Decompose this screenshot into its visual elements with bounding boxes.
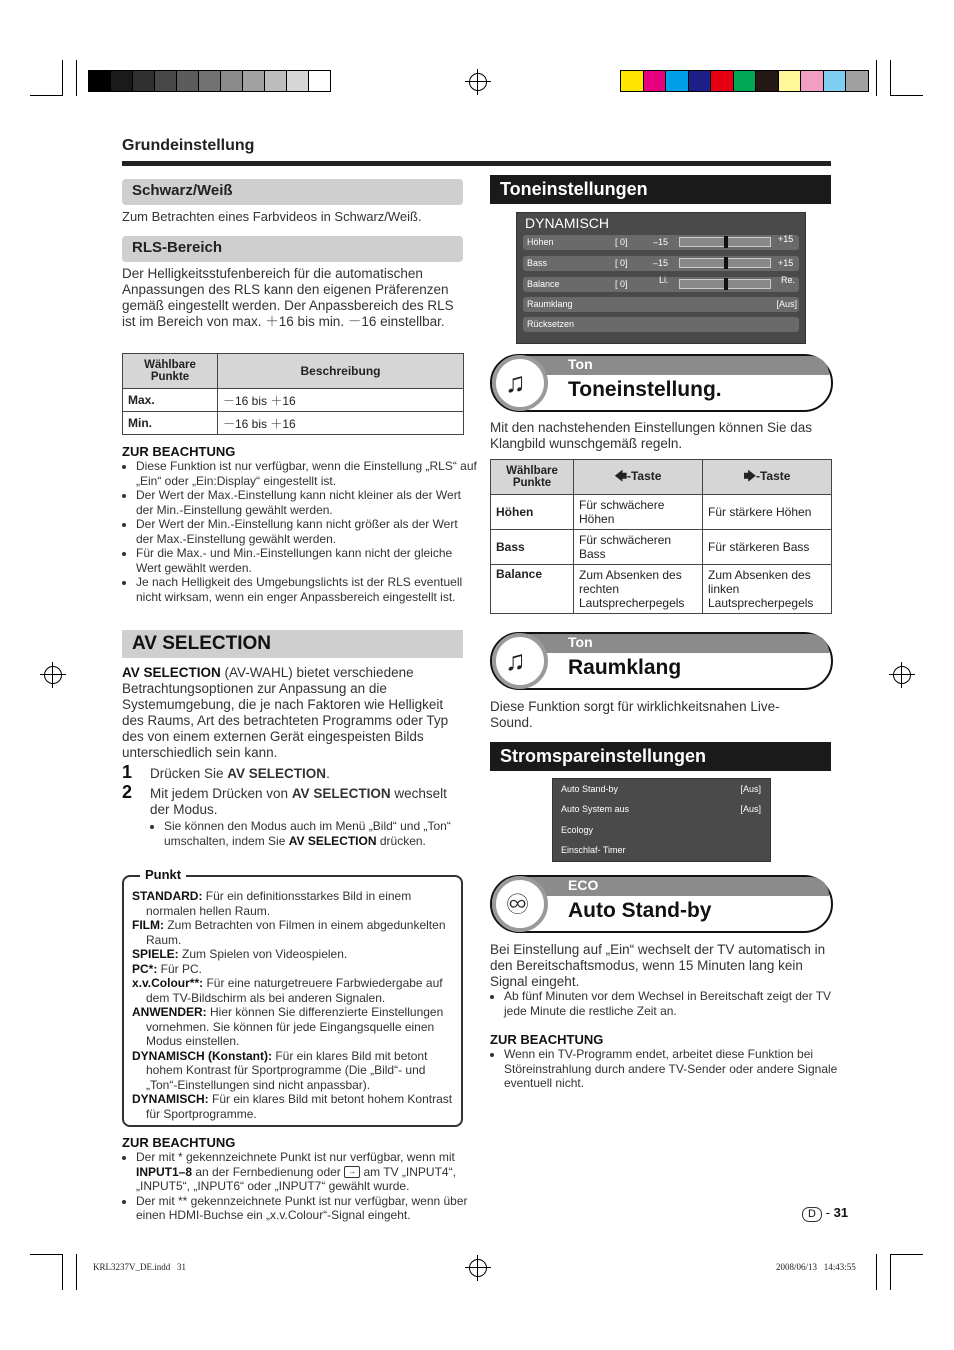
punkt-item bbox=[132, 1049, 457, 1093]
av-notes bbox=[122, 1150, 481, 1223]
crop-mark bbox=[62, 1254, 63, 1290]
color-swatch bbox=[710, 70, 734, 92]
osd-row-label: Rücksetzen bbox=[527, 319, 575, 329]
ton-table-header-left bbox=[574, 460, 703, 495]
rls-table bbox=[122, 353, 464, 435]
toneinstellungen-heading: Toneinstellungen bbox=[490, 175, 831, 204]
osd-row-min: –15 bbox=[653, 237, 669, 247]
punkt-item-key: PC*: bbox=[132, 961, 158, 976]
punkt-item-text: Zum Betrachten von Filmen in einem abgedunkelten Raum. bbox=[146, 918, 446, 947]
osd-row-max: +15 bbox=[778, 258, 794, 268]
step-1-post: . bbox=[326, 766, 330, 781]
rls-heading: RLS-Bereich bbox=[122, 236, 463, 262]
rls-table-header-points: Wählbare Punkte bbox=[123, 354, 218, 389]
ton-row-key: Bass bbox=[491, 530, 574, 565]
osd-slider bbox=[679, 279, 771, 289]
step-2-text bbox=[150, 786, 450, 818]
ton-row-right: Für stärkeren Bass bbox=[703, 530, 832, 565]
file-info: KRL3237V_DE.indd 31 bbox=[93, 1262, 186, 1272]
osd-row-reset bbox=[523, 317, 799, 332]
pill-category: ECO bbox=[568, 877, 599, 893]
header-rule bbox=[122, 161, 831, 166]
osd-eco-value: [Aus] bbox=[740, 784, 761, 794]
ton-table-header-right-text: -Taste bbox=[755, 468, 791, 483]
osd-row-min: Li. bbox=[659, 275, 669, 285]
crop-mark bbox=[890, 1254, 891, 1290]
crop-mark bbox=[890, 1254, 923, 1255]
ton-row-left: Für schwächeren Bass bbox=[574, 530, 703, 565]
ton-text: Mit den nachstehenden Einstellungen können Sie das Klangbild wunschgemäß regeln. bbox=[490, 420, 812, 451]
rls-note: • Der Wert der Max.-Einstellung kann nicht kleiner als der Wert der Min.-Einstellung gewählt werden. bbox=[136, 488, 477, 517]
registration-mark bbox=[893, 666, 911, 684]
osd-row-value: [Aus] bbox=[776, 299, 797, 309]
osd-slider bbox=[679, 237, 771, 247]
rls-row-max-value: －16 bis ＋16 bbox=[218, 389, 464, 412]
color-swatch bbox=[643, 70, 667, 92]
pill-title: Toneinstellung. bbox=[568, 378, 722, 401]
osd-eco-row bbox=[561, 784, 761, 794]
punkt-item-text: Zum Spielen von Videospielen. bbox=[178, 947, 348, 961]
step-1-pre: Drücken Sie bbox=[150, 766, 228, 781]
slider-knob bbox=[724, 278, 728, 290]
section-title: Grundeinstellung bbox=[122, 137, 255, 154]
print-date: 2008/06/13 14:43:55 bbox=[776, 1262, 856, 1272]
osd-row-raumklang bbox=[523, 297, 799, 312]
punkt-item-key: DYNAMISCH: bbox=[132, 1092, 209, 1106]
osd-row-max: Re. bbox=[781, 275, 796, 285]
rls-note-title: ZUR BEACHTUNG bbox=[122, 444, 236, 459]
color-swatch bbox=[755, 70, 779, 92]
osd-eco-row bbox=[561, 825, 761, 835]
eco-icon: ♾ bbox=[505, 889, 531, 920]
punkt-item-key: FILM: bbox=[132, 918, 164, 932]
av-selection-intro bbox=[122, 665, 463, 761]
auto-standby-bullets bbox=[490, 989, 844, 1018]
slider-knob bbox=[724, 257, 728, 269]
punkt-label: Punkt bbox=[140, 867, 186, 882]
step-1-number: 1 bbox=[122, 762, 133, 782]
osd-row-max: +15 bbox=[778, 234, 794, 244]
punkt-item-key: ANWENDER: bbox=[132, 1005, 207, 1019]
color-swatch bbox=[110, 70, 133, 92]
ton-row-key: Höhen bbox=[491, 495, 574, 530]
osd-eco-label: Ecology bbox=[561, 825, 594, 835]
step-2-pre: Mit jedem Drücken von bbox=[150, 786, 292, 801]
step-2-sub-bold: AV SELECTION bbox=[288, 833, 377, 848]
ton-table-header-points: Wählbare Punkte bbox=[491, 460, 574, 495]
av-intro-bold: AV SELECTION bbox=[122, 665, 221, 680]
ton-pill-heading bbox=[490, 354, 833, 414]
step-1-text bbox=[150, 766, 460, 782]
rls-notes bbox=[122, 459, 477, 604]
ton-row-left: Für schwächere Höhen bbox=[574, 495, 703, 530]
rls-row-max-key: Max. bbox=[123, 389, 218, 412]
osd-eco-value: [Aus] bbox=[740, 804, 761, 814]
crop-mark bbox=[30, 95, 63, 96]
auto-standby-bullet: • Ab fünf Minuten vor dem Wechsel in Bereitschaft zeigt der TV jede Minute die restliche Zeit an. bbox=[504, 989, 844, 1018]
punkt-item-text: Für ein klares Bild mit betont hohem Kontrast für Sportprogramme. bbox=[146, 1092, 453, 1121]
punkt-item bbox=[132, 918, 457, 947]
osd-slider bbox=[679, 258, 771, 268]
step-2-number: 2 bbox=[122, 782, 133, 802]
rls-table-header-desc: Beschreibung bbox=[218, 354, 464, 389]
punkt-item-key: x.v.Colour**: bbox=[132, 976, 204, 990]
color-swatch bbox=[688, 70, 712, 92]
color-swatch bbox=[620, 70, 644, 92]
color-swatch bbox=[198, 70, 221, 92]
av-note: • Der mit ** gekennzeichnete Punkt ist nur verfügbar, wenn über einen HDMI-Buchse ein „x.v.Colour“-Signal eingeht. bbox=[136, 1194, 481, 1223]
page-letter-badge: D bbox=[802, 1207, 822, 1222]
registration-mark bbox=[44, 666, 62, 684]
speaker-icon: ♫ bbox=[505, 367, 526, 398]
auto-standby-pill-heading bbox=[490, 875, 833, 935]
punkt-item-text: Für PC. bbox=[157, 961, 203, 976]
pill-icon-circle bbox=[492, 633, 548, 689]
rls-row-min-key: Min. bbox=[123, 412, 218, 435]
page-number-value: 31 bbox=[833, 1205, 849, 1220]
punkt-item-text: Hier können Sie differenzierte Einstellungen vornehmen. Sie können für jede Eingangsquelle einen Modus einstellen. bbox=[146, 1005, 444, 1048]
osd-row-value: [ 0] bbox=[615, 258, 628, 268]
ton-row-right: Für stärkere Höhen bbox=[703, 495, 832, 530]
arrow-right-icon: 🡆 bbox=[743, 468, 756, 483]
osd-row-bass bbox=[523, 256, 799, 271]
crop-mark bbox=[890, 60, 891, 96]
slider-knob bbox=[724, 236, 728, 248]
osd-eco-label: Einschlaf- Timer bbox=[561, 845, 626, 855]
osd-eco-row bbox=[561, 845, 761, 855]
punkt-list bbox=[132, 889, 457, 1121]
color-swatch bbox=[132, 70, 155, 92]
punkt-item bbox=[132, 947, 457, 962]
osd-row-label: Höhen bbox=[527, 237, 554, 247]
punkt-item bbox=[132, 1005, 457, 1049]
color-swatch bbox=[286, 70, 309, 92]
av-note-title: ZUR BEACHTUNG bbox=[122, 1135, 236, 1150]
color-swatch bbox=[733, 70, 757, 92]
osd-row-value: [ 0] bbox=[615, 279, 628, 289]
color-swatch bbox=[800, 70, 824, 92]
osd-mode-label: DYNAMISCH bbox=[525, 215, 610, 231]
color-swatch bbox=[665, 70, 689, 92]
ton-table-header-right bbox=[703, 460, 832, 495]
av-selection-heading: AV SELECTION bbox=[122, 630, 463, 658]
step-2-bold: AV SELECTION bbox=[291, 786, 391, 801]
av-note-part: Der mit * gekennzeichnete Punkt ist nur verfügbar, wenn mit bbox=[136, 1150, 455, 1164]
pill-title: Raumklang bbox=[568, 656, 682, 679]
rls-row-min-value: －16 bis ＋16 bbox=[218, 412, 464, 435]
ton-table-header-left-text: -Taste bbox=[626, 468, 662, 483]
osd-row-label: Raumklang bbox=[527, 299, 573, 309]
ton-table bbox=[490, 459, 832, 614]
punkt-item bbox=[132, 976, 457, 1005]
av-note-input-bold: INPUT1–8 bbox=[136, 1164, 193, 1179]
rls-note: • Diese Funktion ist nur verfügbar, wenn die Einstellung „RLS“ auf „Ein“ oder „Ein:Display“ eingestellt ist. bbox=[136, 459, 477, 488]
color-swatch bbox=[778, 70, 802, 92]
punkt-item bbox=[132, 889, 457, 918]
osd-row-label: Balance bbox=[527, 279, 560, 289]
color-swatch bbox=[154, 70, 177, 92]
rls-note: • Der Wert der Min.-Einstellung kann nicht größer als der Wert der Max.-Einstellung gewählt werden. bbox=[136, 517, 477, 546]
input-source-icon: → bbox=[344, 1166, 360, 1178]
crop-mark bbox=[76, 1254, 77, 1290]
ton-row-key: Balance bbox=[491, 565, 574, 614]
pill-icon-circle bbox=[492, 876, 548, 932]
right-notes bbox=[490, 1047, 844, 1091]
auto-standby-text: Bei Einstellung auf „Ein“ wechselt der TV automatisch in den Bereitschaftsmodus, wenn 15 Minuten lang kein Signal eingeht. bbox=[490, 942, 826, 989]
stromspar-osd-screen bbox=[552, 778, 771, 862]
crop-mark bbox=[876, 1254, 877, 1290]
right-note-title: ZUR BEACHTUNG bbox=[490, 1032, 604, 1047]
crop-mark bbox=[890, 95, 923, 96]
right-note: • Wenn ein TV-Programm endet, arbeitet diese Funktion bei Störeinstrahlung durch andere TV-Sender oder andere Signale eventuell nicht. bbox=[504, 1047, 844, 1091]
osd-row-hoehen bbox=[523, 235, 799, 250]
color-swatch bbox=[845, 70, 869, 92]
rls-note: • Für die Max.- und Min.-Einstellungen kann nicht der gleiche Wert gewählt werden. bbox=[136, 546, 477, 575]
av-note-part: am TV „INPUT4“, „INPUT5“, „INPUT6“ oder „INPUT7“ gewählt wurde. bbox=[136, 1164, 456, 1193]
color-swatch bbox=[242, 70, 265, 92]
ton-row-right: Zum Absenken des linken Lautsprecherpegels bbox=[703, 565, 832, 614]
speaker-icon: ♫ bbox=[505, 645, 526, 676]
osd-row-min: –15 bbox=[653, 258, 669, 268]
pill-title: Auto Stand-by bbox=[568, 899, 712, 922]
rls-text: Der Helligkeitsstufenbereich für die automatischen Anpassungen des RLS kann den eigenen Präferenzen gemäß eingestellt werden. Der Anpassbereich des RLS ist im Bereich von max. ＋16 bis min. －16 einstellbar. bbox=[122, 266, 454, 329]
av-note bbox=[136, 1150, 481, 1194]
color-swatch bbox=[176, 70, 199, 92]
crop-mark bbox=[62, 60, 63, 96]
step-1-bold: AV SELECTION bbox=[227, 766, 327, 781]
color-swatch bbox=[823, 70, 847, 92]
step-2-sub-pre: Sie können den Modus auch im Menü „Bild“ und „Ton“ umschalten, indem Sie bbox=[164, 819, 451, 848]
punkt-item-key: SPIELE: bbox=[132, 947, 179, 961]
step-2-sub-post: drücken. bbox=[376, 833, 426, 848]
arrow-left-icon: 🡄 bbox=[614, 468, 627, 483]
color-swatch bbox=[88, 70, 111, 92]
ton-row-left: Zum Absenken des rechten Lautsprecherpegels bbox=[574, 565, 703, 614]
pill-category: Ton bbox=[568, 634, 593, 650]
osd-eco-row bbox=[561, 804, 761, 814]
page-number bbox=[802, 1205, 848, 1222]
color-swatch bbox=[220, 70, 243, 92]
schwarz-weiss-heading: Schwarz/Weiß bbox=[122, 179, 463, 205]
ton-osd-screen bbox=[516, 212, 806, 344]
pill-category: Ton bbox=[568, 356, 593, 372]
registration-mark bbox=[469, 1259, 487, 1277]
raumklang-text: Diese Funktion sorgt für wirklichkeitsnahen Live-Sound. bbox=[490, 699, 780, 730]
schwarz-weiss-text: Zum Betrachten eines Farbvideos in Schwarz/Weiß. bbox=[122, 209, 422, 224]
registration-mark bbox=[469, 73, 487, 91]
crop-mark bbox=[76, 60, 77, 96]
pill-icon-circle bbox=[492, 355, 548, 411]
punkt-item-text: Für ein klares Bild mit betont hohem Kontrast für Sportprogramme (Die „Bild“- und „Ton“-Einstellungen sind nicht anpassbar). bbox=[146, 1048, 428, 1092]
stromspar-heading: Stromspareinstellungen bbox=[490, 742, 831, 771]
punkt-item bbox=[132, 1092, 457, 1121]
osd-row-balance bbox=[523, 277, 799, 292]
punkt-item bbox=[132, 962, 457, 977]
punkt-item-key: STANDARD: bbox=[132, 889, 203, 903]
step-2-post: wechselt der Modus. bbox=[150, 786, 447, 817]
av-intro-text: (AV-WAHL) bietet verschiedene Betrachtungsoptionen zur Anpassung an die Systemumgebung, die je nach Faktoren wie Helligkeit des Raums, Art des betrachteten Programms oder Typ des von einem externen Gerät eingespeisten Bilds unterschiedlich sein kann. bbox=[122, 665, 449, 760]
color-swatch bbox=[308, 70, 331, 92]
crop-mark bbox=[876, 60, 877, 96]
punkt-item-text: Für eine naturgetreuere Farbwiedergabe auf dem TV-Bildschirm als bei anderen Signalen. bbox=[146, 976, 443, 1005]
osd-eco-label: Auto Stand-by bbox=[561, 784, 619, 794]
av-note-part: an der Fernbedienung oder bbox=[192, 1164, 345, 1179]
step-2-sub bbox=[150, 819, 464, 848]
raumklang-pill-heading bbox=[490, 632, 833, 692]
osd-eco-label: Auto System aus bbox=[561, 804, 630, 814]
step-2-sub-note bbox=[164, 819, 464, 848]
punkt-item-key: DYNAMISCH (Konstant): bbox=[132, 1048, 272, 1063]
osd-row-label: Bass bbox=[527, 258, 548, 268]
osd-row-value: [ 0] bbox=[615, 237, 628, 247]
rls-note: • Je nach Helligkeit des Umgebungslichts ist der RLS eventuell nicht wirksam, wenn ein enger Anpassbereich eingestellt ist. bbox=[136, 575, 477, 604]
crop-mark bbox=[30, 1254, 63, 1255]
color-swatch bbox=[264, 70, 287, 92]
punkt-item-text: Für ein definitionsstarkes Bild in einem normalen hellen Raum. bbox=[146, 889, 412, 918]
page-separator: - bbox=[825, 1205, 830, 1220]
